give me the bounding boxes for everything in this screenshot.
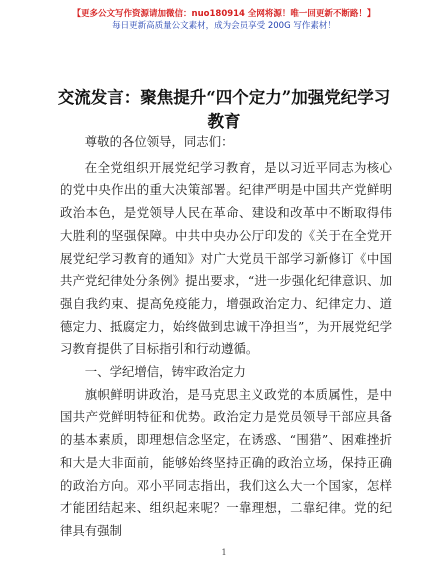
page-number: 1 [221, 548, 227, 557]
promo-banner [0, 8, 448, 32]
promo-line-2: 每日更新高质量公文素材，成为会员享受 200G 写作素材！ [112, 21, 336, 31]
paragraph-intro: 在全党组织开展党纪学习教育，是以习近平同志为核心的党中央作出的重大决策部署。纪律严明是中国共产党鲜明政治本色，是党领导人民在革命、建设和改革中不断取得伟大胜利的坚强保障。中共中央办公厅印发的《关于在全党开展党纪学习教育的通知》对广大党员干部学习新修订《中国共产党纪律处分条例》提出要求，“进一步强化纪律意识、加强自我约束、提高免疫能力，增强政治定力、纪律定力、道德定力、抵腐定力，始终做到忠诚干净担当”，为开展党纪学习教育提供了目标指引和行动遵循。 [60, 159, 392, 357]
salutation: 尊敬的各位领导，同志们： [84, 134, 234, 149]
document-title: 交流发言：聚焦提升“四个定力”加强党纪学习教育 [57, 88, 391, 131]
paragraph-section-1: 旗帜鲜明讲政治，是马克思主义政党的本质属性，是中国共产党鲜明特征和优势。政治定力是党员领导干部应具备的基本素质，即理想信念坚定，在诱惑、“围猎”、困难挫折和大是大非面前，能够始终坚持正确的政治立场，保持正确的政治方向。邓小平同志指出，我们这么大一个国家，怎样才能团结起来、组织起来呢？一靠理想，二靠纪律。党的纪律具有强制 [60, 386, 392, 538]
document-body [60, 131, 392, 543]
section-heading-1: 一、学纪增信，铸牢政治定力 [84, 364, 246, 380]
promo-line-1: 【更多公文写作资源请加微信：nuo180914 全网将源！唯一回更新不断路！】 [72, 9, 376, 19]
